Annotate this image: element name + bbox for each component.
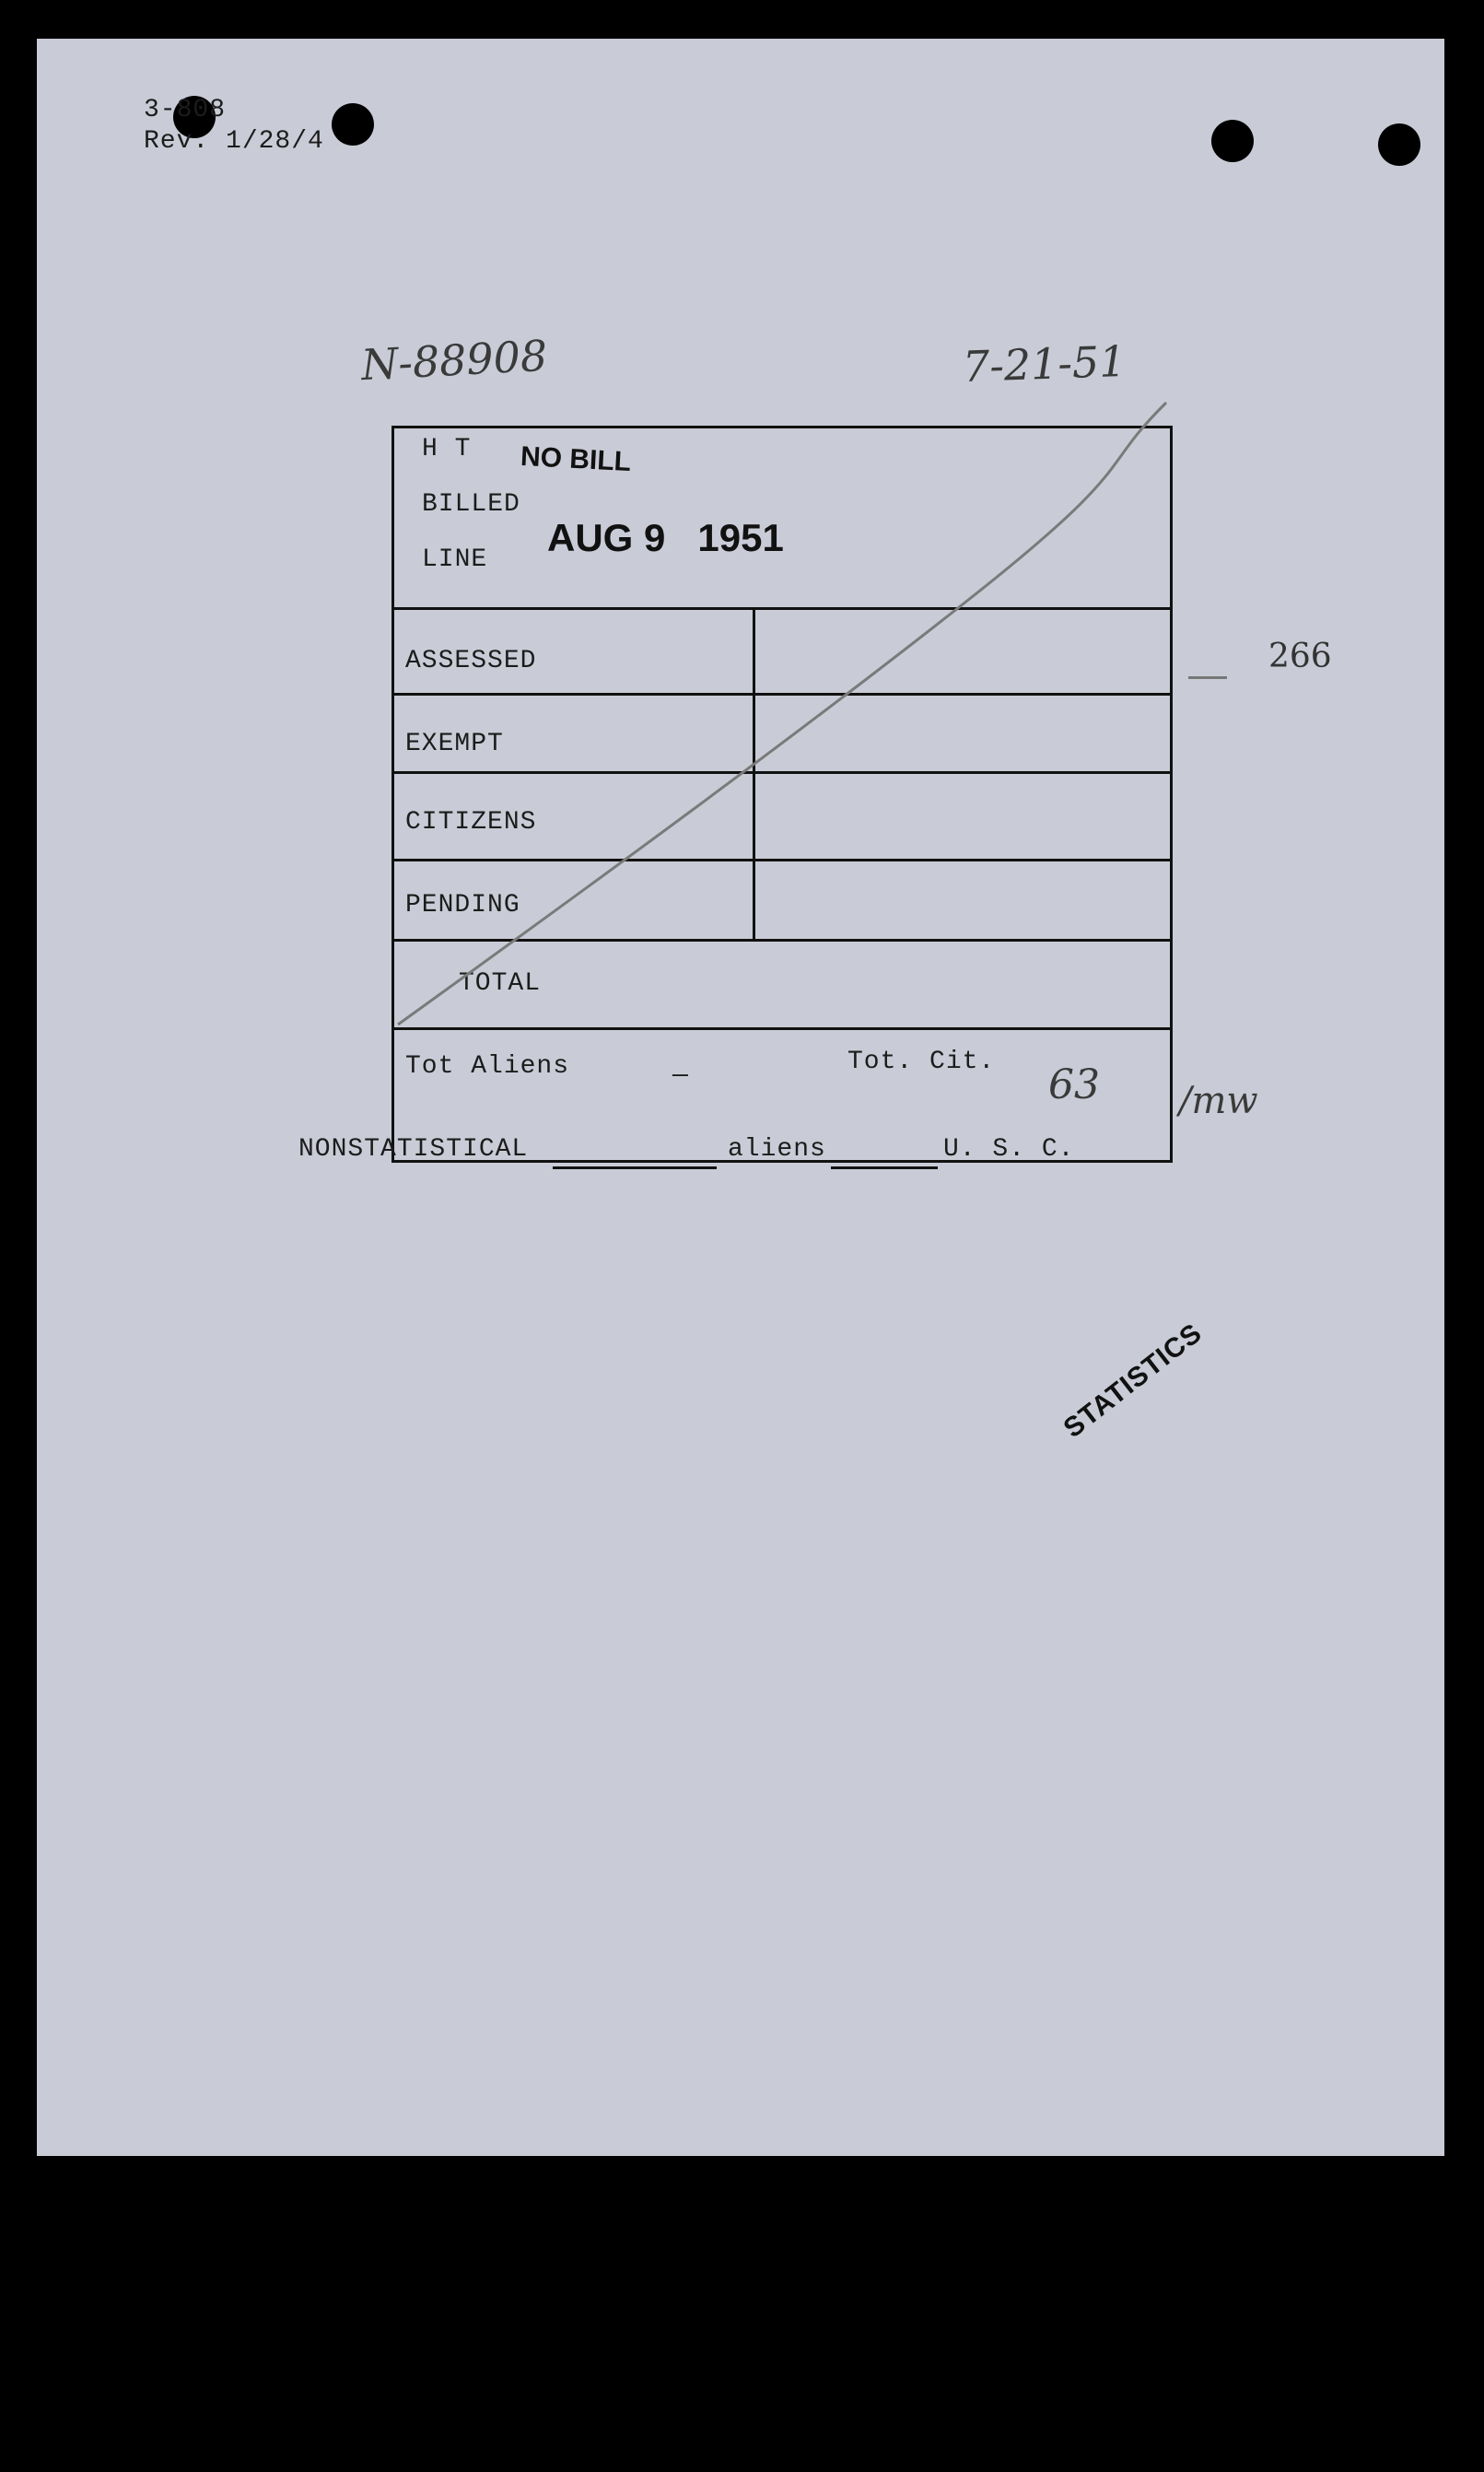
usc-label: U. S. C.: [943, 1135, 1075, 1164]
row-label-citizens: CITIZENS: [405, 808, 537, 837]
billed-label: BILLED: [422, 490, 520, 519]
date-stamp: AUG 9 1951: [547, 516, 784, 559]
statistics-stamp: STATISTICS: [1057, 1318, 1209, 1445]
ht-label: H T: [422, 435, 472, 463]
handwritten-initials: /mw: [1179, 1080, 1258, 1122]
handwritten-date: 7-21-51: [962, 335, 1128, 392]
cancellation-line: [37, 39, 1444, 2156]
form-revision: Rev. 1/28/4: [144, 127, 324, 156]
nonstatistical-label: NONSTATISTICAL: [298, 1135, 529, 1164]
handwritten-count: 63: [1048, 1061, 1100, 1108]
document-page: [37, 39, 1444, 2156]
line-label: LINE: [422, 545, 488, 574]
row-label-exempt: EXEMPT: [405, 730, 504, 758]
margin-number: 266: [1268, 638, 1332, 675]
handwritten-file-number: N-88908: [359, 330, 549, 391]
tot-cit-label: Tot. Cit.: [847, 1048, 996, 1076]
aliens-label: aliens: [728, 1135, 826, 1164]
total-label: TOTAL: [459, 969, 542, 998]
tot-aliens-value: —: [672, 1061, 689, 1090]
row-label-pending: PENDING: [405, 891, 520, 920]
no-bill-stamp: NO BILL: [520, 440, 632, 478]
tot-aliens-label: Tot Aliens: [405, 1052, 570, 1081]
row-label-assessed: ASSESSED: [405, 647, 537, 675]
form-code: 3-808: [144, 96, 227, 124]
